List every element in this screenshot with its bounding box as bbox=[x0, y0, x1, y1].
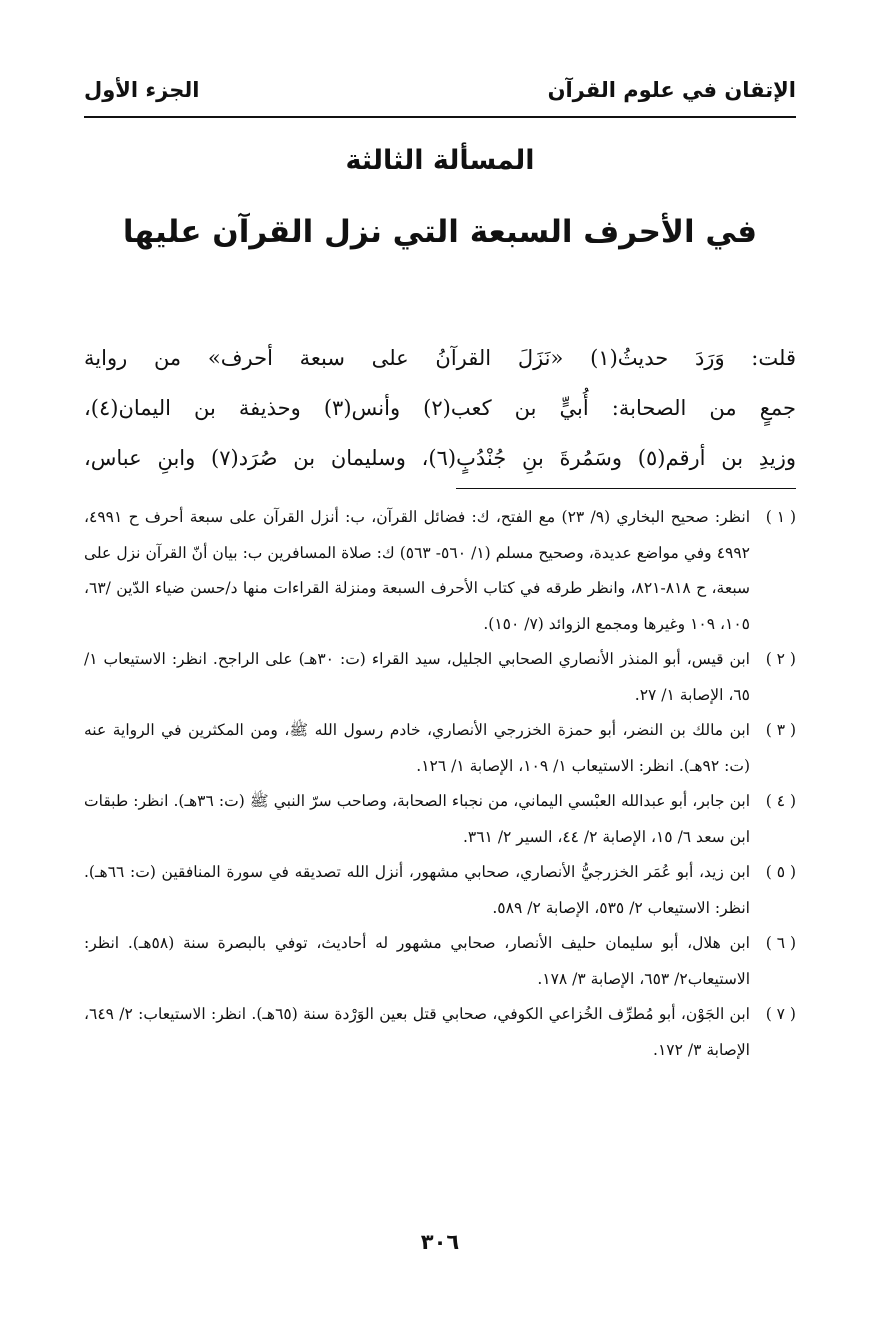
body-paragraph bbox=[84, 333, 796, 483]
footnote bbox=[84, 997, 796, 1068]
running-header bbox=[84, 68, 796, 112]
book-title: الإتقان في علوم القرآن bbox=[547, 78, 796, 102]
body-line: وزيدِ بن أرقم(٥) وسَمُرةَ بنِ جُنْدُبٍ(٦)، وسليمان بن صُرَد(٧) وابنِ عباس، bbox=[84, 446, 796, 470]
footnote-number: ( ١ ) bbox=[765, 508, 796, 526]
footnotes bbox=[84, 500, 796, 1068]
section-title: المسألة الثالثة bbox=[345, 145, 535, 176]
footnote-text: ابن جابر، أبو عبدالله العبْسي اليماني، من نجباء الصحابة، وصاحب سرّ النبي ﷺ (ت: ٣٦هـ). انظر: طبقات ابن سعد ٦/ ١٥، الإصابة ٢/ ٤٤، السير ٢/ ٣٦١. bbox=[84, 792, 750, 846]
footnote-text: ابن قيس، أبو المنذر الأنصاري الصحابي الجليل، سيد القراء (ت: ٣٠هـ) على الراجح. انظر: الاستيعاب ١/ ٦٥، الإصابة ١/ ٢٧. bbox=[84, 650, 750, 704]
footnote bbox=[84, 784, 796, 855]
footnote-number: ( ٣ ) bbox=[765, 721, 796, 739]
body-line: قلت: وَرَدَ حديثُ(١) «نَزَلَ القرآنُ على سبعة أحرف» من رواية bbox=[84, 346, 796, 370]
volume-label: الجزء الأول bbox=[84, 78, 200, 102]
footnote-text: ابن زيد، أبو عُمَر الخزرجيُّ الأنصاري، صحابي مشهور، أنزل الله تصديقه في سورة المنافقين (ت: ٦٦هـ). انظر: الاستيعاب ٢/ ٥٣٥، الإصابة ٢/ ٥٨٩. bbox=[84, 863, 750, 917]
footnote-number: ( ٤ ) bbox=[765, 792, 796, 810]
footnote-number: ( ٥ ) bbox=[765, 863, 796, 881]
footnote-number: ( ٢ ) bbox=[765, 650, 796, 668]
footnote-number: ( ٦ ) bbox=[765, 934, 796, 952]
body-line: جمعٍ من الصحابة: أُبيٍّ بن كعب(٢) وأنس(٣) وحذيفة بن اليمان(٤)، bbox=[84, 396, 796, 420]
page-number: ٣٠٦ bbox=[420, 1230, 460, 1254]
footnote bbox=[84, 500, 796, 642]
footnote-text: انظر: صحيح البخاري (٩/ ٢٣) مع الفتح، ك: فضائل القرآن، ب: أنزل القرآن على سبعة أحرف ح ٤٩٩١، ٤٩٩٢ وفي مواضع عديدة، وصحيح مسلم (١/ ٥٦٠- ٥٦٣) ك: صلاة المسافرين ب: بيان أنّ القرآن نزل على سبعة، ح ٨١٨-٨٢١، وانظر طرقه في كتاب الأحرف السبعة ومنزلة القراءات منها د/حسن ضياء الدّين /٦٣، ١٠٥، ١٠٩ وغيرها ومجمع الزوائد (٧/ ١٥٠). bbox=[84, 508, 751, 633]
footnote-text: ابن هلال، أبو سليمان حليف الأنصار، صحابي مشهور له أحاديث، توفي بالبصرة سنة (٥٨هـ). انظر: الاستيعاب٢/ ٦٥٣، الإصابة ٣/ ١٧٨. bbox=[84, 934, 750, 988]
footnote-number: ( ٧ ) bbox=[765, 1005, 796, 1023]
subject-title: في الأحرف السبعة التي نزل القرآن عليها bbox=[122, 214, 758, 250]
footnote-text: ابن الجَوْن، أبو مُطرِّف الخُزاعي الكوفي، صحابي قتل بعين الوَرْدة سنة (٦٥هـ). انظر: الاستيعاب: ٢/ ٦٤٩، الإصابة ٣/ ١٧٢. bbox=[84, 1005, 750, 1059]
footnote-separator bbox=[456, 488, 796, 489]
footnote bbox=[84, 642, 796, 713]
footnote-text: ابن مالك بن النضر، أبو حمزة الخزرجي الأنصاري، خادم رسول الله ﷺ، ومن المكثرين في الرواية عنه (ت: ٩٢هـ). انظر: الاستيعاب ١/ ١٠٩، الإصابة ١/ ١٢٦. bbox=[84, 721, 750, 775]
header-rule bbox=[84, 116, 796, 118]
footnote bbox=[84, 926, 796, 997]
footnote bbox=[84, 855, 796, 926]
footnote bbox=[84, 713, 796, 784]
